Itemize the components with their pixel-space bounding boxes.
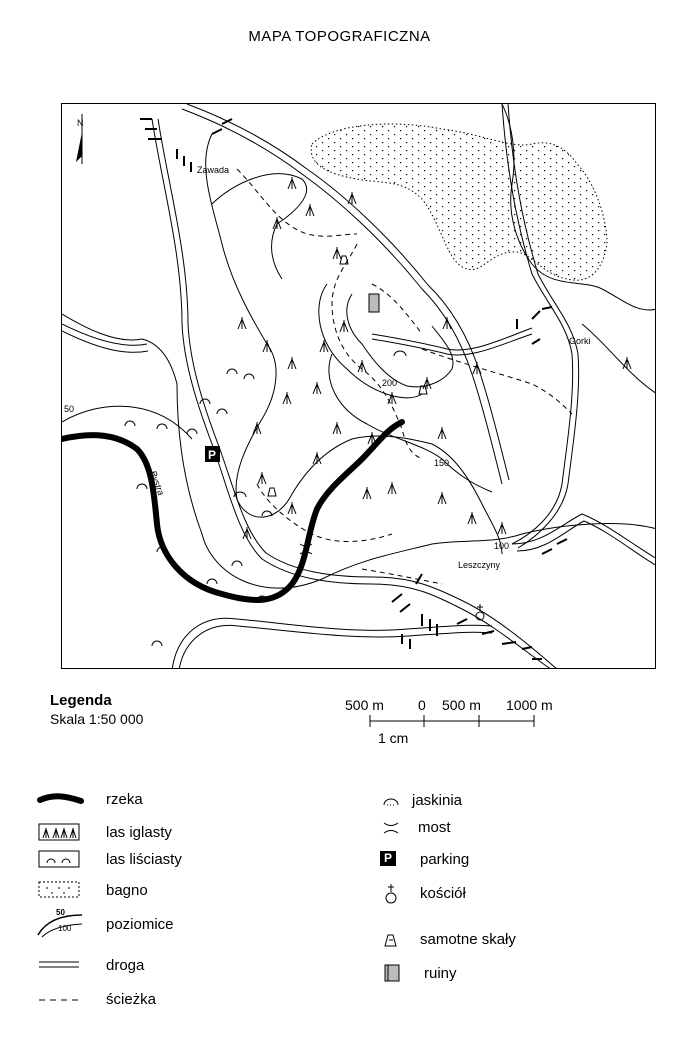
church-symbol xyxy=(380,882,404,904)
scale-bar xyxy=(340,695,600,755)
road-symbol xyxy=(36,954,86,976)
place-gorki: Gorki xyxy=(569,336,591,346)
legend-item-sciezka: ścieżka xyxy=(36,988,156,1010)
bridge-symbol xyxy=(380,816,404,838)
cave-markers xyxy=(234,351,406,497)
rock-markers xyxy=(268,256,427,496)
place-zawada: Zawada xyxy=(197,165,230,175)
legend-item-samotne-skaly: samotne skały xyxy=(380,928,516,950)
parking-marker xyxy=(205,446,220,462)
scale-label-500-left: 500 m xyxy=(345,697,384,713)
path-symbol xyxy=(36,988,86,1010)
legend-title: Legenda xyxy=(50,692,112,709)
legend-item-bagno: bagno xyxy=(36,879,148,901)
contour-symbol xyxy=(36,909,86,935)
road-west-b xyxy=(62,331,148,352)
legend-item-rzeka: rzeka xyxy=(36,788,143,810)
svg-text:N: N xyxy=(77,118,84,128)
ruins-symbol xyxy=(380,962,404,984)
road-se-b xyxy=(517,521,656,566)
coniferous-symbol xyxy=(36,821,86,843)
svg-text:100: 100 xyxy=(58,924,72,933)
cave-symbol xyxy=(380,789,404,811)
road-south-b xyxy=(179,625,492,669)
path-loop xyxy=(332,244,422,459)
contour-100-west xyxy=(62,314,656,588)
rock-symbol xyxy=(380,928,404,950)
map-title: MAPA TOPOGRAFICZNA xyxy=(248,28,431,45)
legend-item-droga: droga xyxy=(36,954,144,976)
scale-label-0: 0 xyxy=(418,697,426,713)
legend-item-most: most xyxy=(380,816,451,838)
ruins-marker xyxy=(369,294,379,312)
deciduous-forest xyxy=(125,369,272,646)
svg-text:50: 50 xyxy=(56,909,65,917)
north-arrow xyxy=(76,114,84,164)
contour-label-200: 200 xyxy=(382,378,398,388)
legend-item-jaskinia: jaskinia xyxy=(380,789,462,811)
legend-item-parking: P parking xyxy=(380,848,469,870)
parking-symbol: P xyxy=(380,848,404,870)
legend-item-las-iglasty: las iglasty xyxy=(36,821,172,843)
scale-label-unit: 1 cm xyxy=(378,730,409,746)
contour-label-50: 50 xyxy=(64,404,75,414)
legend-item-ruiny: ruiny xyxy=(380,962,457,984)
contour-label-100: 100 xyxy=(494,541,510,551)
scale-label-1000: 1000 m xyxy=(506,697,553,713)
place-leszczyny: Leszczyny xyxy=(458,560,501,570)
topographic-map xyxy=(61,103,656,669)
legend-item-las-lisciasty: las liściasty xyxy=(36,848,182,870)
contour-100-north xyxy=(212,174,307,279)
scale-label-500-right: 500 m xyxy=(442,697,481,713)
legend-scale-text: Skala 1:50 000 xyxy=(50,711,144,727)
contour-100-east xyxy=(582,324,656,394)
contour-200 xyxy=(347,294,453,387)
contour-label-150: 150 xyxy=(434,458,450,468)
river-symbol xyxy=(36,788,86,810)
scale-bar-line xyxy=(340,695,600,755)
svg-text:P: P xyxy=(208,448,217,462)
path-village xyxy=(362,569,442,584)
map-canvas xyxy=(62,104,656,669)
deciduous-symbol xyxy=(36,848,86,870)
legend-item-poziomice: 50 100 poziomice xyxy=(36,913,174,935)
river-bystra xyxy=(62,422,402,600)
road-gorki-b xyxy=(372,328,532,350)
legend-item-kosciol: kościół xyxy=(380,882,466,904)
swamp-symbol xyxy=(36,879,86,901)
path-east xyxy=(422,349,572,414)
svg-text:Bystra: Bystra xyxy=(148,469,167,497)
